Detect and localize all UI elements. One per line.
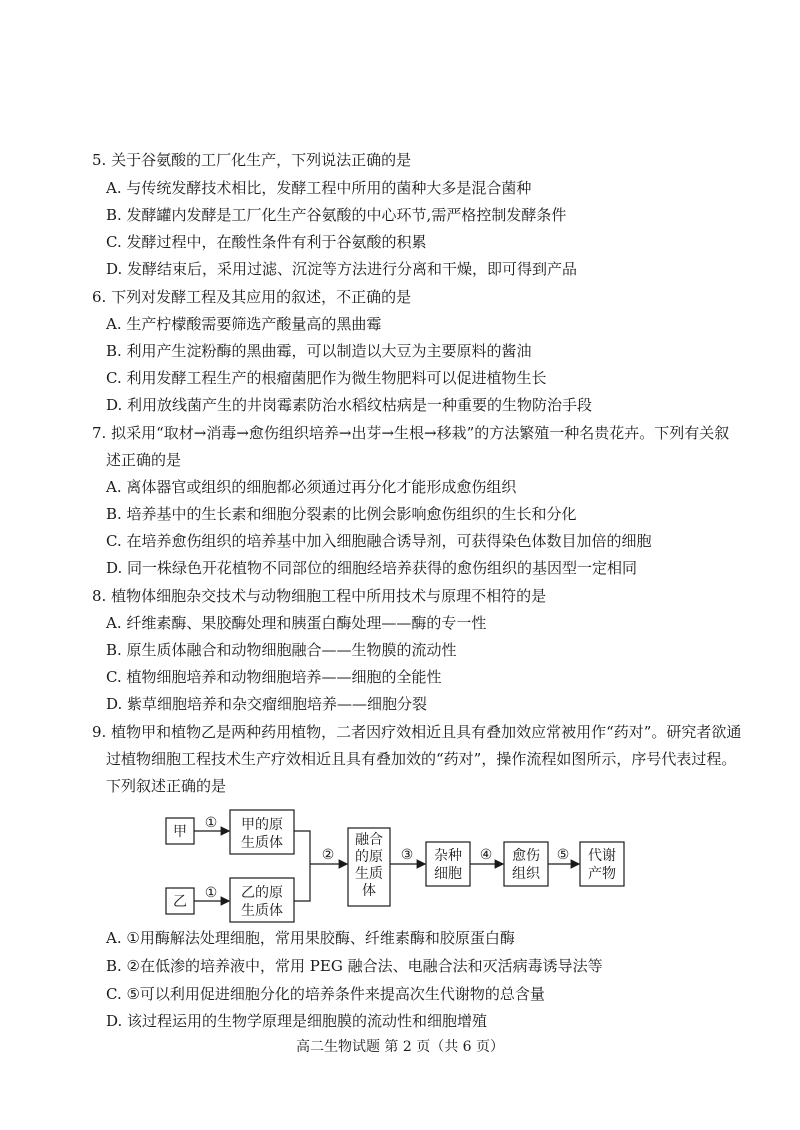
question-5-stem: 5. 关于谷氨酸的工厂化生产，下列说法正确的是 — [92, 151, 412, 169]
step-2-label: ② — [321, 847, 335, 863]
question-6-stem: 6. 下列对发酵工程及其应用的叙述，不正确的是 — [92, 288, 412, 306]
step-3-label: ③ — [400, 847, 414, 863]
fused-line3: 生质 — [355, 866, 383, 882]
jia-label: 甲 — [173, 824, 187, 840]
q8-option-b: B. 原生质体融合和动物细胞融合——生物膜的流动性 — [106, 641, 457, 659]
callus-line2: 组织 — [512, 866, 540, 882]
q5-option-c: C. 发酵过程中，在酸性条件有利于谷氨酸的积累 — [106, 233, 427, 251]
step-1-label-bottom: ① — [204, 885, 218, 901]
q9-option-a: A. ①用酶解法处理细胞，常用果胶酶、纤维素酶和胶原蛋白酶 — [106, 929, 515, 947]
question-7-stem-cont: 述正确的是 — [106, 451, 182, 469]
q9-option-c: C. ⑤可以利用促进细胞分化的培养条件来提高次生代谢物的总含量 — [106, 985, 545, 1003]
q8-option-c: C. 植物细胞培养和动物细胞培养——细胞的全能性 — [106, 668, 442, 686]
page-footer: 高二生物试题 第 2 页（共 6 页） — [295, 1039, 505, 1055]
hybrid-line1: 杂种 — [434, 848, 462, 864]
q8-option-d: D. 紫草细胞培养和杂交瘤细胞培养——细胞分裂 — [106, 695, 428, 713]
q7-option-c: C. 在培养愈伤组织的培养基中加入细胞融合诱导剂，可获得染色体数目加倍的细胞 — [106, 532, 652, 550]
q9-option-b: B. ②在低渗的培养液中，常用 PEG 融合法、电融合法和灭活病毒诱导法等 — [106, 957, 603, 975]
process-flow-diagram — [160, 808, 640, 926]
yi-proto-line1: 乙的原 — [241, 885, 283, 901]
product-line1: 代谢 — [588, 848, 616, 864]
yi-proto-line2: 生质体 — [241, 903, 283, 919]
q5-option-b: B. 发酵罐内发酵是工厂化生产谷氨酸的中心环节,需严格控制发酵条件 — [106, 206, 567, 224]
q9-option-d: D. 该过程运用的生物学原理是细胞膜的流动性和细胞增殖 — [106, 1012, 488, 1030]
q5-option-a: A. 与传统发酵技术相比，发酵工程中所用的菌种大多是混合菌种 — [106, 179, 532, 197]
q6-option-b: B. 利用产生淀粉酶的黑曲霉，可以制造以大豆为主要原料的酱油 — [106, 342, 532, 360]
q6-option-a: A. 生产柠檬酸需要筛选产酸量高的黑曲霉 — [106, 315, 382, 333]
fused-line2: 的原 — [355, 849, 383, 865]
product-line2: 产物 — [588, 866, 616, 882]
question-9-stem: 9. 植物甲和植物乙是两种药用植物，二者因疗效相近且具有叠加效应常被用作“药对”。研究者欲通 — [92, 723, 742, 741]
hybrid-line2: 细胞 — [434, 866, 462, 882]
q7-option-d: D. 同一株绿色开花植物不同部位的细胞经培养获得的愈伤组织的基因型一定相同 — [106, 559, 638, 577]
fused-line1: 融合 — [355, 832, 383, 848]
question-9-stem-cont: 过植物细胞工程技术生产疗效相近且具有叠加效的“药对”，操作流程如图所示，序号代表过程。 — [106, 750, 737, 768]
yi-label: 乙 — [173, 894, 187, 910]
fused-line4: 体 — [362, 883, 376, 899]
step-1-label-top: ① — [204, 815, 218, 831]
step-5-label: ⑤ — [556, 847, 570, 863]
jia-proto-line2: 生质体 — [241, 835, 283, 851]
jia-proto-line1: 甲的原 — [241, 817, 283, 833]
question-7-stem: 7. 拟采用“取材→消毒→愈伤组织培养→出芽→生根→移栽”的方法繁殖一种名贵花卉。下列有关叙 — [92, 424, 730, 442]
callus-line1: 愈伤 — [512, 848, 540, 864]
q5-option-d: D. 发酵结束后，采用过滤、沉淀等方法进行分离和干燥，即可得到产品 — [106, 260, 578, 278]
q7-option-a: A. 离体器官或组织的细胞都必须通过再分化才能形成愈伤组织 — [106, 478, 517, 496]
q6-option-c: C. 利用发酵工程生产的根瘤菌肥作为微生物肥料可以促进植物生长 — [106, 369, 547, 387]
question-8-stem: 8. 植物体细胞杂交技术与动物细胞工程中所用技术与原理不相符的是 — [92, 587, 547, 605]
step-4-label: ④ — [479, 847, 493, 863]
q6-option-d: D. 利用放线菌产生的井岗霉素防治水稻纹枯病是一种重要的生物防治手段 — [106, 396, 593, 414]
question-9-stem-cont2: 下列叙述正确的是 — [106, 777, 227, 795]
q8-option-a: A. 纤维素酶、果胶酶处理和胰蛋白酶处理——酶的专一性 — [106, 614, 487, 632]
q7-option-b: B. 培养基中的生长素和细胞分裂素的比例会影响愈伤组织的生长和分化 — [106, 505, 577, 523]
